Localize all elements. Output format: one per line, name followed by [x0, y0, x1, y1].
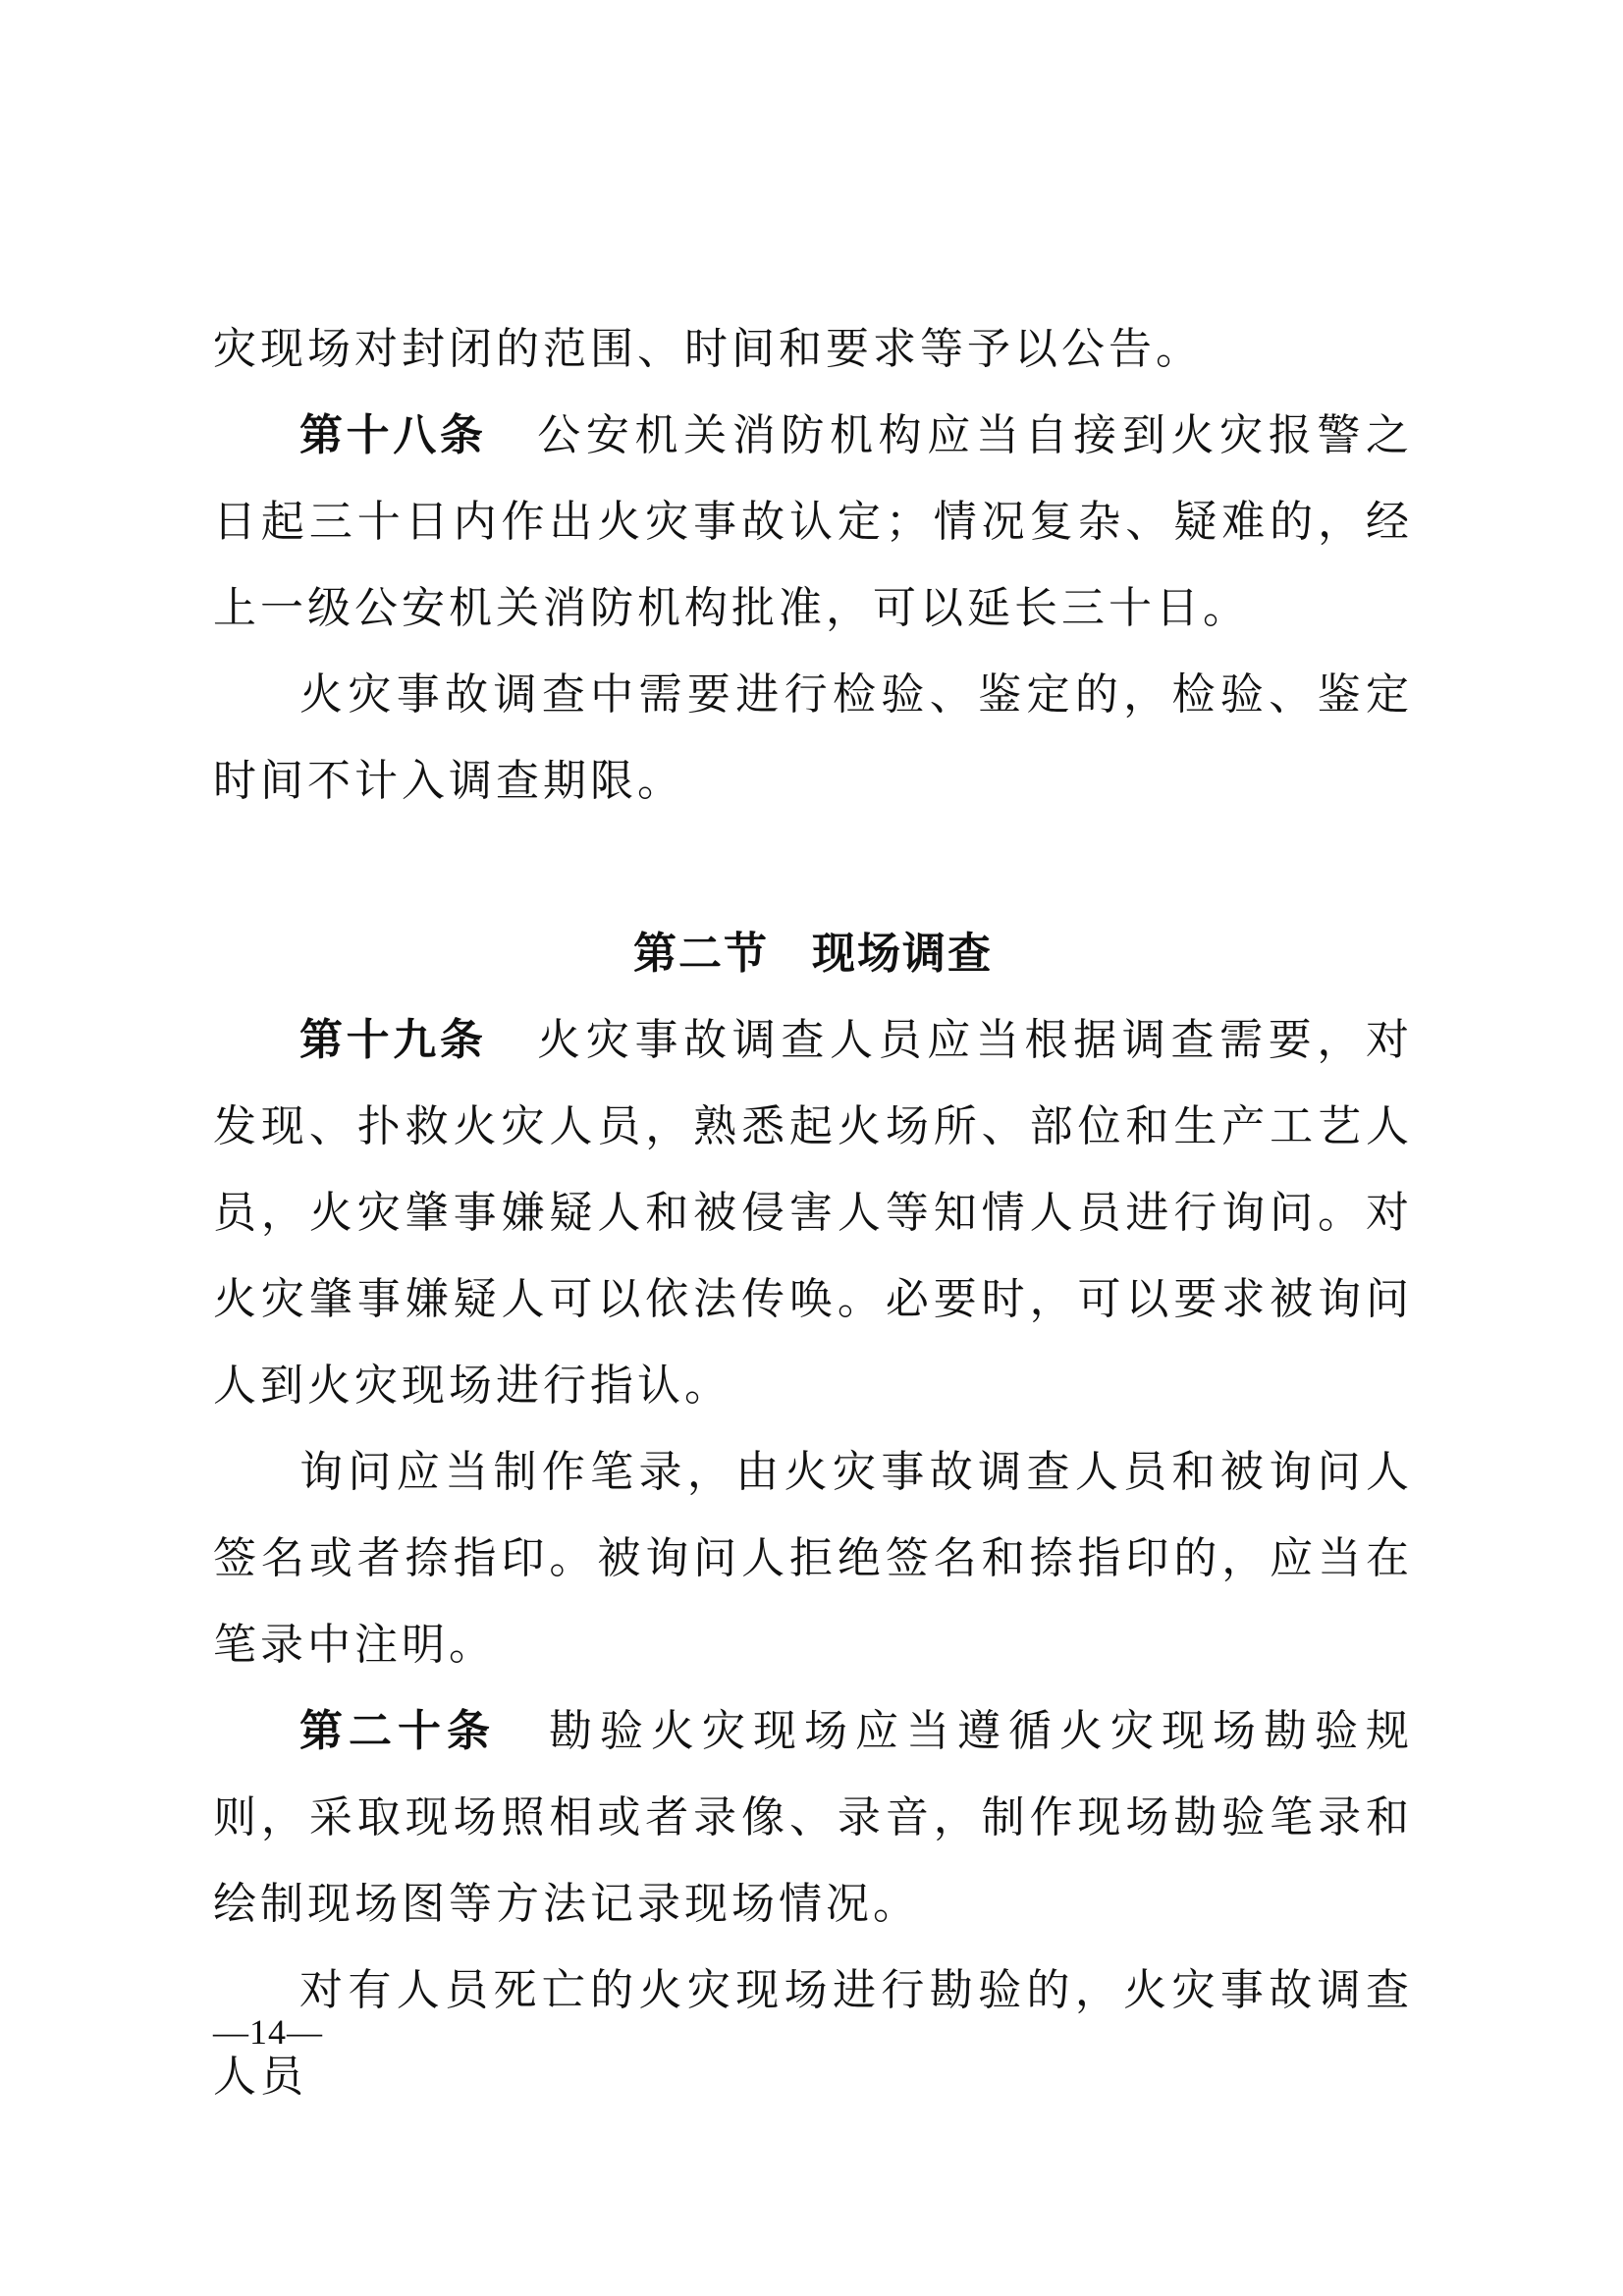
article-number: 第十九条: [299, 1015, 487, 1065]
paragraph-text: 询问应当制作笔录，由火灾事故调查人员和被询问人签名或者捺指印。被询问人拒绝签名和捺指印的，应当在笔录中注明。: [213, 1447, 1413, 1670]
article-number: 第二十条: [299, 1706, 496, 1756]
paragraph-text: 灾现场对封闭的范围、时间和要求等予以公告。: [213, 324, 1203, 374]
article-18-paragraph-2: [213, 652, 1413, 825]
paragraph-text: 火灾事故调查中需要进行检验、鉴定的，检验、鉴定时间不计入调查期限。: [213, 669, 1413, 806]
article-20: [213, 1688, 1413, 1948]
article-19: [213, 997, 1413, 1429]
article-text: 勘验火灾现场应当遵循火灾现场勘验规则，采取现场照相或者录像、录音，制作现场勘验笔录和绘制现场图等方法记录现场情况。: [213, 1706, 1413, 1929]
article-number: 第十八条: [299, 410, 487, 460]
article-text: 火灾事故调查人员应当根据调查需要，对发现、扑救火灾人员，熟悉起火场所、部位和生产工艺人员，火灾肇事嫌疑人和被侵害人等知情人员进行询问。对火灾肇事嫌疑人可以依法传唤。必要时，可以要求被询问人到火灾现场进行指认。: [213, 1015, 1413, 1411]
paragraph-continuation: [213, 306, 1413, 393]
section-title: 现场调查: [812, 929, 993, 979]
page-number: —14—: [213, 2012, 323, 2052]
article-18: [213, 393, 1413, 652]
section-number: 第二节: [633, 929, 769, 979]
section-heading: [213, 911, 1413, 997]
article-text: 公安机关消防机构应当自接到火灾报警之日起三十日内作出火灾事故认定；情况复杂、疑难的，经上一级公安机关消防机构批准，可以延长三十日。: [213, 410, 1413, 633]
body-text: [213, 306, 1413, 2120]
article-19-paragraph-2: [213, 1429, 1413, 1688]
article-20-paragraph-2: [213, 1948, 1413, 2120]
paragraph-text: 对有人员死亡的火灾现场进行勘验的，火灾事故调查人员: [213, 1965, 1413, 2102]
